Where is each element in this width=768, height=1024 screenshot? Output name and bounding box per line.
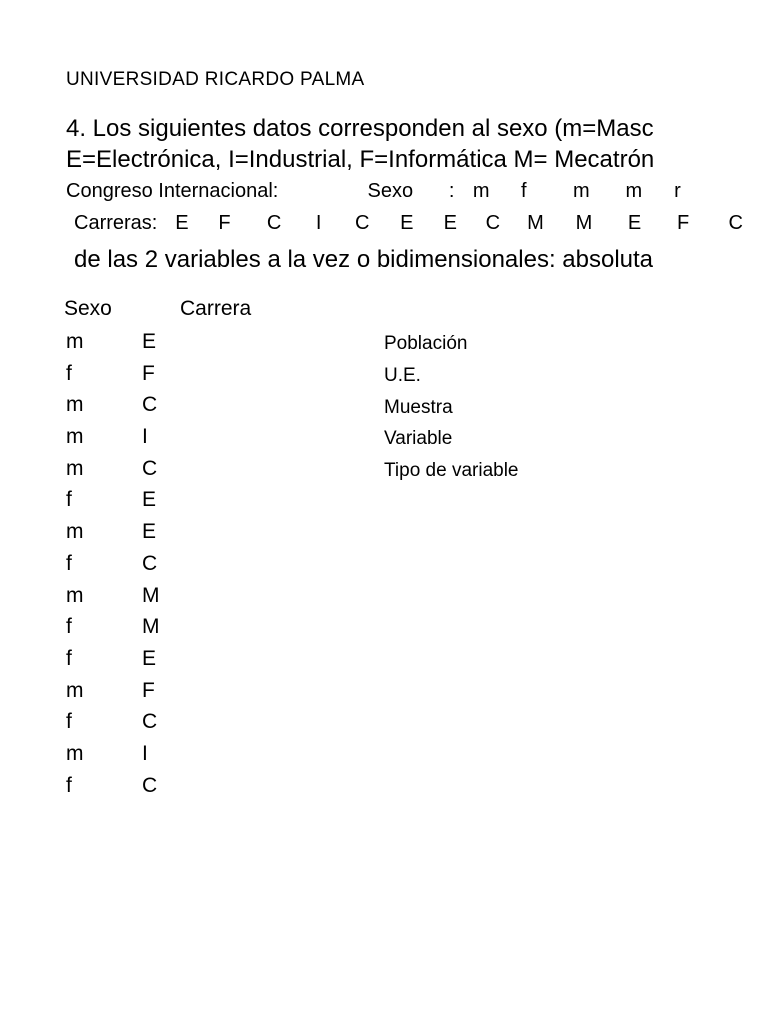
sexo-cell: f bbox=[66, 773, 72, 797]
problem-line-1: 4. Los siguientes datos corresponden al sexo (m=Masc bbox=[66, 115, 654, 142]
sexo-seq-item: m bbox=[472, 180, 490, 202]
sexo-cell: m bbox=[66, 678, 84, 702]
problem-line-3 bbox=[66, 180, 694, 203]
term-item: Variable bbox=[384, 428, 453, 450]
carrera-cell: E bbox=[142, 330, 157, 353]
carrera-seq-item: E bbox=[400, 212, 414, 234]
sexo-cell: m bbox=[66, 330, 84, 353]
sexo-seq-item: f bbox=[520, 180, 527, 202]
carrera-header: Carrera bbox=[180, 297, 252, 320]
sexo-cell: m bbox=[66, 520, 84, 544]
carrera-cell: M bbox=[142, 615, 160, 639]
carrera-seq-item: I bbox=[315, 212, 322, 234]
sexo-cell: m bbox=[66, 456, 84, 480]
carrera-column bbox=[142, 326, 160, 801]
carrera-cell: C bbox=[142, 773, 158, 797]
carrera-cell: F bbox=[142, 361, 155, 385]
carrera-seq-item: M bbox=[527, 212, 544, 234]
carrera-seq-item: C bbox=[728, 212, 743, 234]
carrera-seq-item: E bbox=[443, 212, 457, 234]
carrera-cell: I bbox=[142, 741, 148, 765]
carrera-seq-item: M bbox=[575, 212, 593, 234]
term-item: Población bbox=[384, 333, 468, 354]
sexo-cell: m bbox=[66, 741, 84, 765]
sexo-sequence bbox=[439, 180, 695, 202]
sexo-cell: m bbox=[66, 425, 84, 449]
carrera-cell: C bbox=[142, 456, 158, 480]
carrera-cell: C bbox=[142, 551, 158, 575]
sexo-header: Sexo bbox=[64, 297, 112, 320]
carrera-sequence bbox=[167, 212, 762, 234]
carrera-cell: F bbox=[142, 678, 155, 702]
carrera-cell: I bbox=[142, 425, 148, 449]
sexo-cell: f bbox=[66, 710, 72, 734]
congreso-label: Congreso Internacional: bbox=[66, 180, 279, 202]
problem-line-2: E=Electrónica, I=Industrial, F=Informática M= Mecatrón bbox=[66, 146, 655, 173]
carreras-label: Carreras: bbox=[74, 212, 158, 234]
sexo-cell: f bbox=[66, 551, 72, 575]
carrera-cell: E bbox=[142, 520, 157, 544]
term-item: Muestra bbox=[384, 396, 453, 418]
carrera-cell: E bbox=[142, 488, 157, 512]
carrera-cell: C bbox=[142, 393, 158, 417]
sexo-cell: m bbox=[66, 393, 84, 417]
carrera-seq-item: C bbox=[266, 212, 282, 234]
sexo-cell: f bbox=[66, 488, 72, 512]
carrera-seq-item: E bbox=[627, 212, 642, 234]
university-title: UNIVERSIDAD RICARDO PALMA bbox=[66, 69, 365, 90]
carrera-cell: M bbox=[142, 583, 160, 607]
carrera-seq-item: C bbox=[354, 212, 370, 234]
carrera-cell: C bbox=[142, 710, 158, 734]
term-item: Tipo de variable bbox=[384, 460, 519, 482]
carrera-seq-item: E bbox=[175, 212, 189, 234]
term-item: U.E. bbox=[384, 364, 421, 386]
carrera-seq-item: F bbox=[218, 212, 231, 234]
problem-line-4 bbox=[74, 212, 762, 235]
sexo-seq-item: r bbox=[674, 180, 681, 202]
sexo-seq-item: m bbox=[572, 180, 590, 202]
sexo-column bbox=[66, 326, 84, 801]
terms-list bbox=[384, 328, 518, 487]
sexo-seq-item: m bbox=[625, 180, 643, 202]
carrera-seq-item: F bbox=[677, 212, 690, 234]
carrera-cell: E bbox=[142, 646, 157, 670]
carrera-seq-item: C bbox=[485, 212, 501, 234]
sexo-seq-item: : bbox=[448, 180, 455, 202]
sexo-cell: f bbox=[66, 646, 72, 670]
problem-line-5: de las 2 variables a la vez o bidimensionales: absoluta bbox=[74, 246, 654, 273]
sexo-cell: f bbox=[66, 615, 72, 639]
sexo-cell: m bbox=[66, 583, 84, 607]
sexo-cell: f bbox=[66, 361, 72, 385]
sexo-label: Sexo bbox=[367, 180, 414, 202]
